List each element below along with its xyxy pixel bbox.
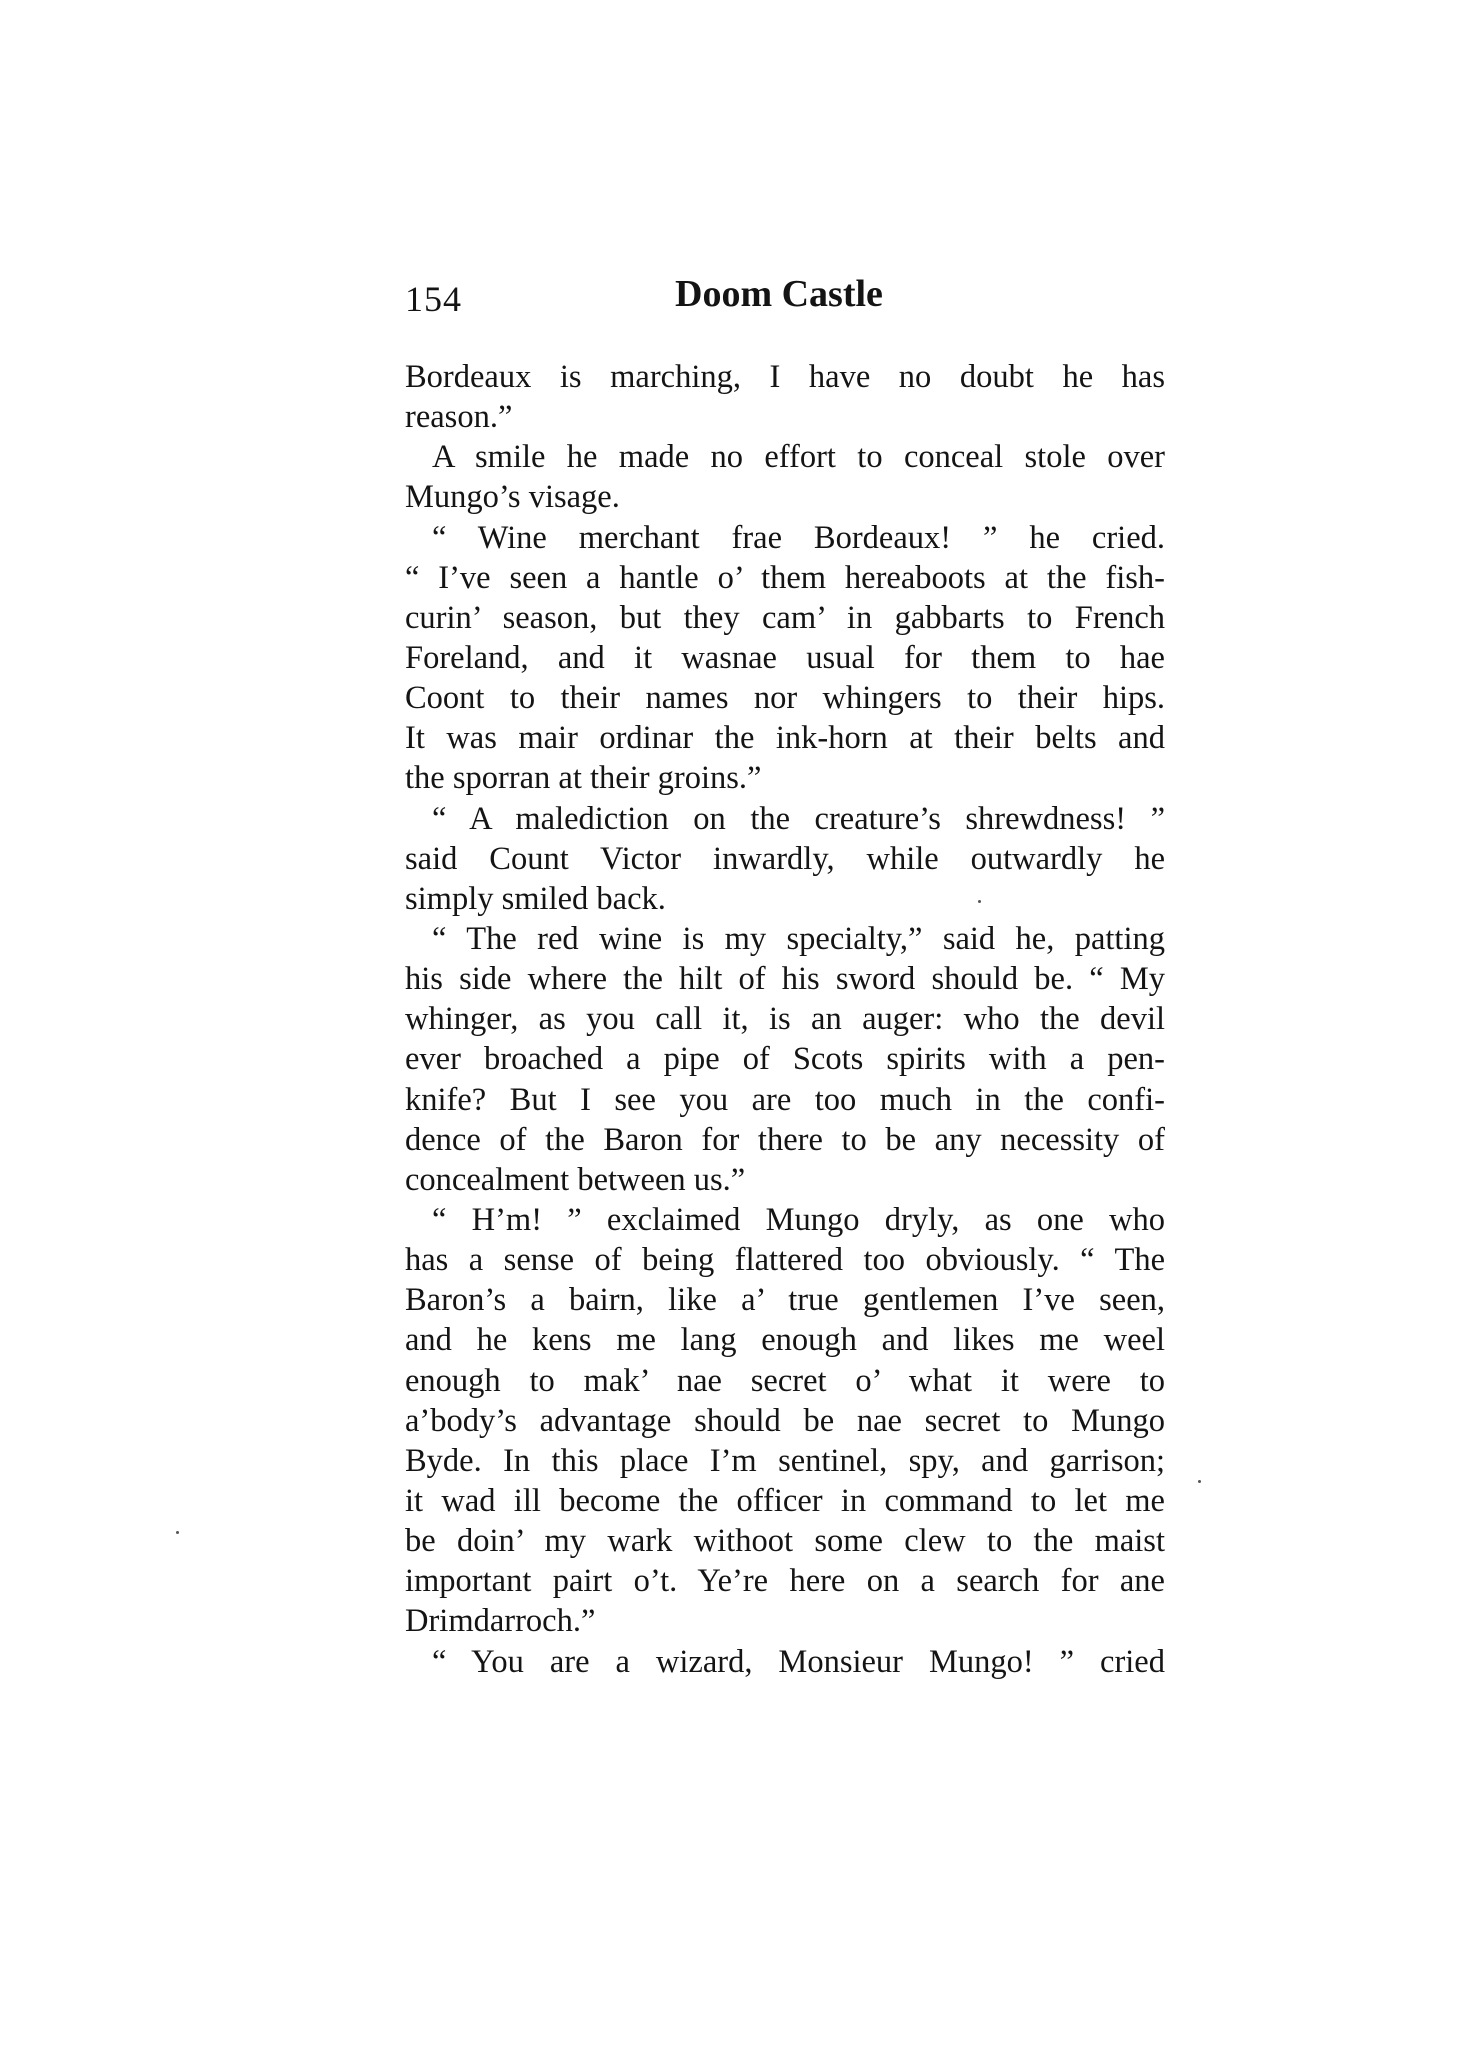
- text-line: Coont to their names nor whingers to their hips.: [405, 680, 1165, 717]
- text-line: concealment between us.”: [405, 1161, 746, 1198]
- text-line: A smile he made no effort to conceal stole over: [432, 439, 1165, 476]
- text-line: a’body’s advantage should be nae secret to Mungo: [405, 1402, 1165, 1439]
- text-line: said Count Victor inwardly, while outwardly he: [405, 840, 1165, 877]
- text-line: “ Wine merchant frae Bordeaux! ” he cried.: [432, 519, 1165, 556]
- text-line: and he kens me lang enough and likes me weel: [405, 1322, 1165, 1359]
- text-line: Mungo’s visage.: [405, 479, 620, 516]
- text-line: ever broached a pipe of Scots spirits with a pen-: [405, 1041, 1165, 1078]
- text-line: curin’ season, but they cam’ in gabbarts to French: [405, 599, 1165, 636]
- text-line: has a sense of being flattered too obviously. “ The: [405, 1242, 1165, 1279]
- text-line: Drimdarroch.”: [405, 1603, 596, 1640]
- text-line: “ H’m! ” exclaimed Mungo dryly, as one who: [432, 1201, 1165, 1238]
- text-line: “ You are a wizard, Monsieur Mungo! ” cried: [432, 1643, 1165, 1680]
- text-line: his side where the hilt of his sword should be. “ My: [405, 961, 1165, 998]
- text-line: the sporran at their groins.”: [405, 760, 762, 797]
- page-number: 154: [405, 279, 462, 319]
- text-line: be doin’ my wark withoot some clew to the maist: [405, 1523, 1165, 1560]
- text-line: enough to mak’ nae secret o’ what it were to: [405, 1362, 1165, 1399]
- text-line: knife? But I see you are too much in the confi-: [405, 1081, 1165, 1118]
- text-line: simply smiled back.: [405, 880, 666, 917]
- text-line: dence of the Baron for there to be any necessity of: [405, 1121, 1165, 1158]
- text-line: “ A malediction on the creature’s shrewdness! ”: [432, 800, 1165, 837]
- text-line: Bordeaux is marching, I have no doubt he has: [405, 359, 1165, 395]
- scan-speck: [1198, 1480, 1201, 1483]
- text-line: important pairt o’t. Ye’re here on a search for ane: [405, 1563, 1165, 1600]
- text-line: It was mair ordinar the ink-horn at their belts and: [405, 720, 1165, 757]
- body-text: [405, 357, 1165, 1682]
- text-line: Byde. In this place I’m sentinel, spy, and garrison;: [405, 1442, 1165, 1479]
- text-line: Baron’s a bairn, like a’ true gentlemen I’ve seen,: [405, 1282, 1165, 1319]
- text-line: whinger, as you call it, is an auger: who the devil: [405, 1001, 1165, 1038]
- text-line: “ The red wine is my specialty,” said he, patting: [432, 920, 1165, 957]
- text-line: it wad ill become the officer in command to let me: [405, 1482, 1165, 1519]
- text-line: reason.”: [405, 399, 513, 436]
- scan-speck: [176, 1531, 179, 1534]
- text-line: Foreland, and it wasnae usual for them to hae: [405, 639, 1165, 676]
- text-line: “ I’ve seen a hantle o’ them hereaboots at the fish-: [405, 559, 1165, 596]
- running-title: Doom Castle: [675, 273, 883, 315]
- running-head: [405, 272, 1165, 332]
- scan-speck: [978, 900, 981, 903]
